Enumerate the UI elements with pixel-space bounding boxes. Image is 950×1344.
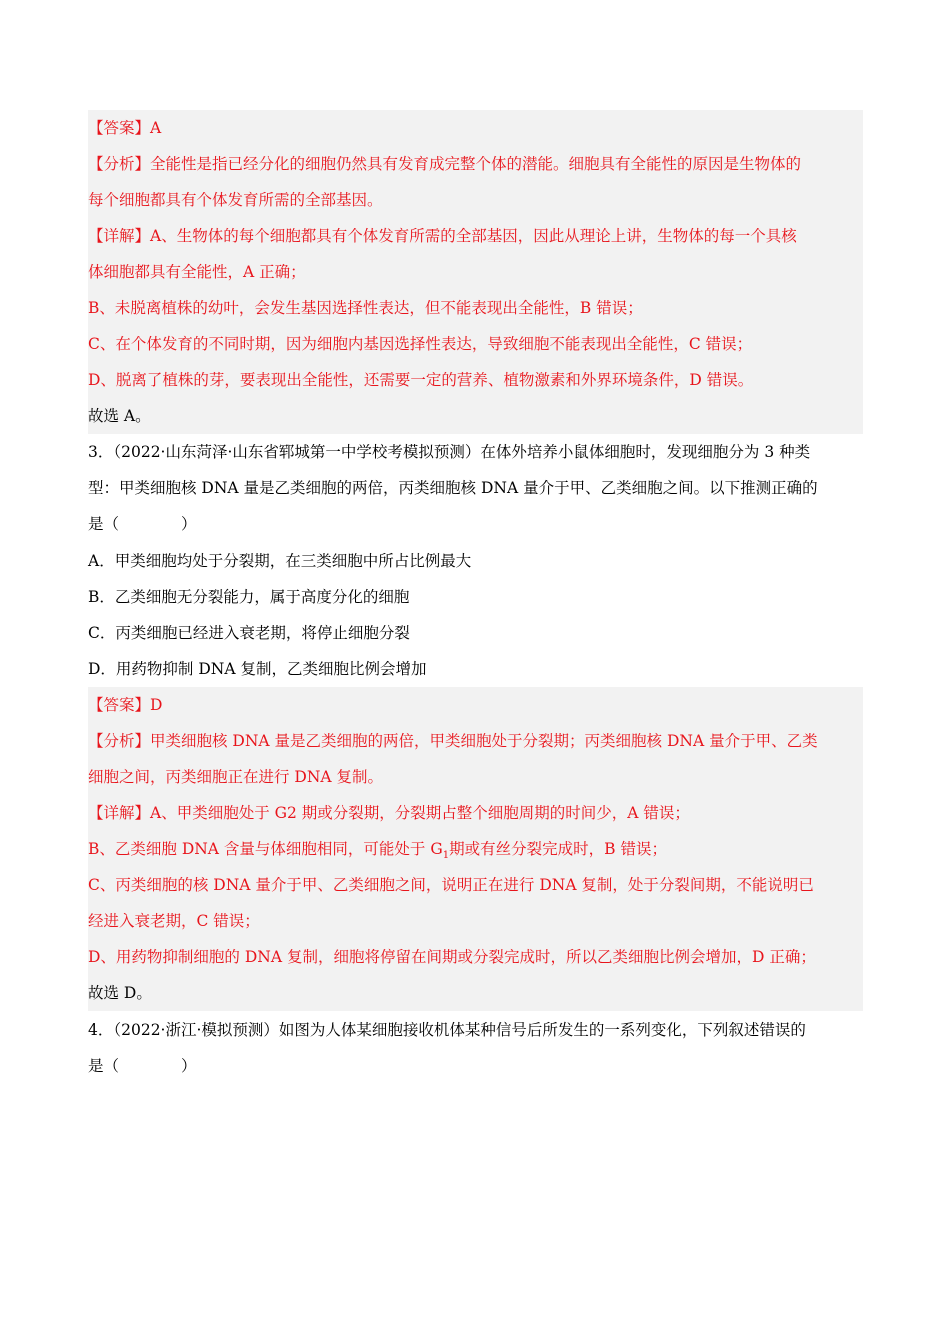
question-stem: 是（ ） xyxy=(88,1057,197,1075)
analysis-line: 【分析】甲类细胞核 DNA 量是乙类细胞的两倍，甲类细胞处于分裂期；丙类细胞核 DNA 量介于甲、乙类 xyxy=(88,723,863,759)
answer-line: 【答案】A xyxy=(88,110,863,146)
detail-option-b: B、未脱离植株的幼叶，会发生基因选择性表达，但不能表现出全能性，B 错误； xyxy=(88,290,863,326)
question-stem: 是（ ） xyxy=(88,515,197,533)
detail-line: 【详解】A、生物体的每个细胞都具有个体发育所需的全部基因，因此从理论上讲，生物体的每一个具核 xyxy=(88,218,863,254)
question-option-a: A．甲类细胞均处于分裂期，在三类细胞中所占比例最大 xyxy=(88,552,472,570)
subscript: 1 xyxy=(442,850,450,862)
conclusion-line: 故选 A。 xyxy=(88,398,863,434)
detail-option-c: C、丙类细胞的核 DNA 量介于甲、乙类细胞之间，说明正在进行 DNA 复制，处于分裂间期，不能说明已 xyxy=(88,867,863,903)
detail-option-b-text: B、乙类细胞 DNA 含量与体细胞相同，可能处于 G xyxy=(88,840,443,858)
detail-option-b-text: 期或有丝分裂完成时，B 错误； xyxy=(449,840,667,858)
detail-option-b xyxy=(88,831,863,867)
detail-option-c: 经进入衰老期，C 错误； xyxy=(88,903,863,939)
conclusion-line: 故选 D。 xyxy=(88,975,863,1011)
question-option-c: C．丙类细胞已经进入衰老期，将停止细胞分裂 xyxy=(88,624,410,642)
detail-option-d: D、脱离了植株的芽，要表现出全能性，还需要一定的营养、植物激素和外界环境条件，D 错误。 xyxy=(88,362,863,398)
detail-line: 【详解】A、甲类细胞处于 G2 期或分裂期，分裂期占整个细胞周期的时间少，A 错误； xyxy=(88,795,863,831)
question-option-d: D．用药物抑制 DNA 复制，乙类细胞比例会增加 xyxy=(88,660,427,678)
question-stem: 3．（2022·山东菏泽·山东省郓城第一中学校考模拟预测）在体外培养小鼠体细胞时，发现细胞分为 3 种类 xyxy=(88,443,811,461)
detail-option-c: C、在个体发育的不同时期，因为细胞内基因选择性表达，导致细胞不能表现出全能性，C 错误； xyxy=(88,326,863,362)
question-option-b: B．乙类细胞无分裂能力，属于高度分化的细胞 xyxy=(88,588,410,606)
detail-option-d: D、用药物抑制细胞的 DNA 复制，细胞将停留在间期或分裂完成时，所以乙类细胞比例会增加，D 正确； xyxy=(88,939,863,975)
detail-line: 体细胞都具有全能性，A 正确； xyxy=(88,254,863,290)
analysis-line: 每个细胞都具有个体发育所需的全部基因。 xyxy=(88,182,863,218)
analysis-line: 【分析】全能性是指已经分化的细胞仍然具有发育成完整个体的潜能。细胞具有全能性的原因是生物体的 xyxy=(88,146,863,182)
analysis-line: 细胞之间，丙类细胞正在进行 DNA 复制。 xyxy=(88,759,863,795)
answer-line: 【答案】D xyxy=(88,687,863,723)
question-stem: 4．（2022·浙江·模拟预测）如图为人体某细胞接收机体某种信号后所发生的一系列变化，下列叙述错误的 xyxy=(88,1021,806,1039)
question-stem: 型：甲类细胞核 DNA 量是乙类细胞的两倍，丙类细胞核 DNA 量介于甲、乙类细胞之间。以下推测正确的 xyxy=(88,479,818,497)
